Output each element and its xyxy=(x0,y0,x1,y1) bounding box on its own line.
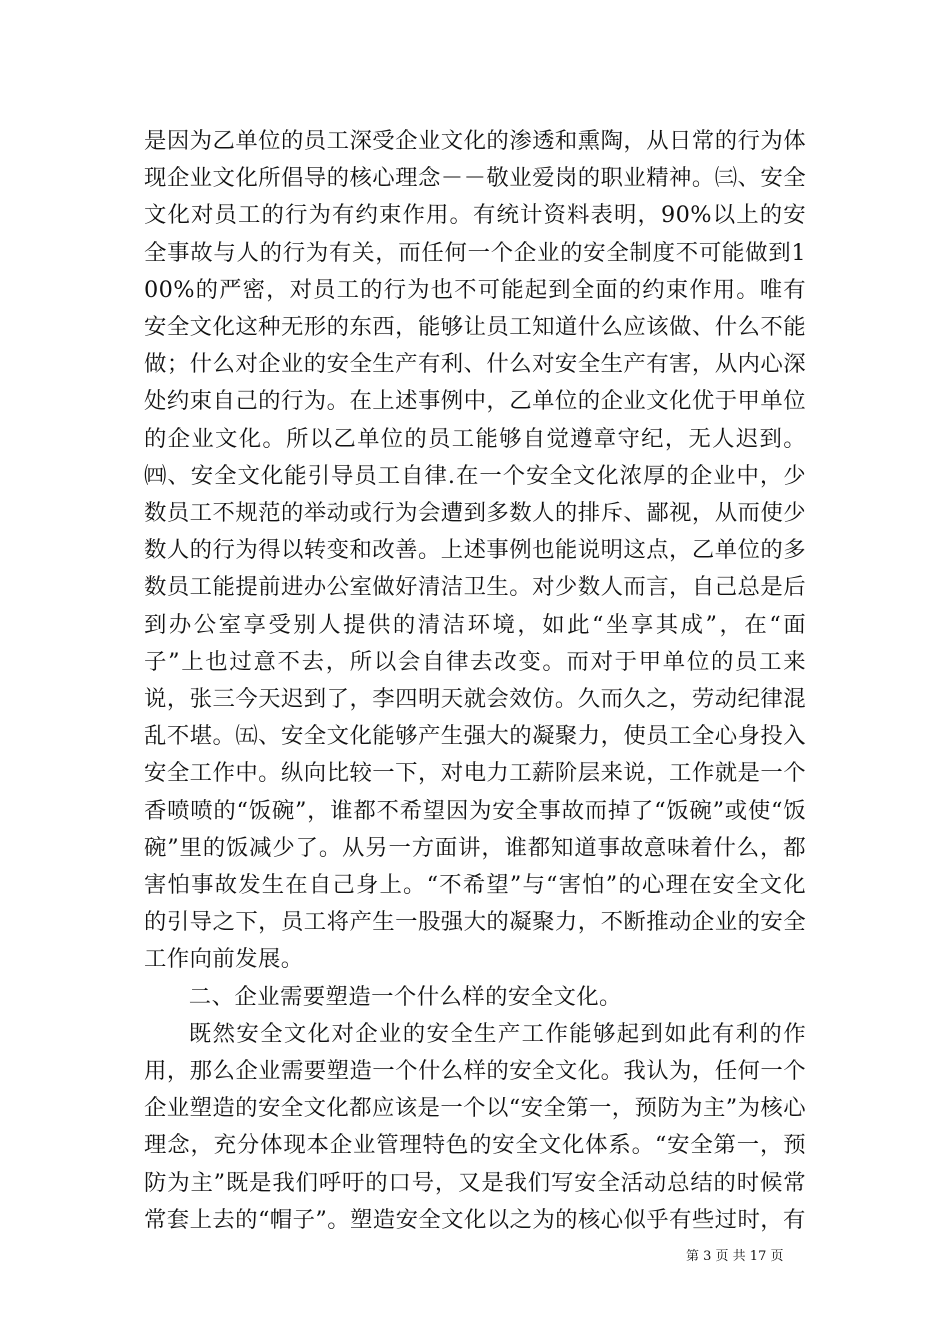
page-number: 第 3 页 共 17 页 xyxy=(686,1249,784,1264)
paragraph: 既然安全文化对企业的安全生产工作能够起到如此有利的作用，那么企业需要塑造一个什么样的安全文化。我认为，任何一个企业塑造的安全文化都应该是一个以“安全第一，预防为主”为核心理念，充分体现本企业管理特色的安全文化体系。“安全第一，预防为主”既是我们呼吁的口号，又是我们写安全活动总结的时候常常套上去的“帽子”。塑造安全文化以之为的核心似乎有些过时，有 xyxy=(144,1020,806,1233)
body-text xyxy=(144,123,806,1239)
section-heading: 二、企业需要塑造一个什么样的安全文化。 xyxy=(188,983,622,1010)
paragraph-continuation: 是因为乙单位的员工深受企业文化的渗透和熏陶，从日常的行为体现企业文化所倡导的核心理念－－敬业爱岗的职业精神。㈢、安全文化对员工的行为有约束作用。有统计资料表明，90%以上的安全事故与人的行为有关，而任何一个企业的安全制度不可能做到100%的严密，对员工的行为也不可能起到全面的约束作用。唯有安全文化这种无形的东西，能够让员工知道什么应该做、什么不能做；什么对企业的安全生产有利、什么对安全生产有害，从内心深处约束自己的行为。在上述事例中，乙单位的企业文化优于甲单位的企业文化。所以乙单位的员工能够自觉遵章守纪，无人迟到。㈣、安全文化能引导员工自律.在一个安全文化浓厚的企业中，少数员工不规范的举动或行为会遭到多数人的排斥、鄙视，从而使少数人的行为得以转变和改善。上述事例也能说明这点，乙单位的多数员工能提前进办公室做好清洁卫生。对少数人而言，自己总是后到办公室享受别人提供的清洁环境，如此“坐享其成”，在“面子”上也过意不去，所以会自律去改变。而对于甲单位的员工来说，张三今天迟到了，李四明天就会效仿。久而久之，劳动纪律混乱不堪。㈤、安全文化能够产生强大的凝聚力，使员工全心身投入安全工作中。纵向比较一下，对电力工薪阶层来说，工作就是一个香喷喷的“饭碗”，谁都不希望因为安全事故而掉了“饭碗”或使“饭碗”里的饭减少了。从另一方面讲，谁都知道事故意味着什么，都害怕事故发生在自己身上。“不希望”与“害怕”的心理在安全文化的引导之下，员工将产生一股强大的凝聚力，不断推动企业的安全工作向前发展。 xyxy=(144,128,806,973)
